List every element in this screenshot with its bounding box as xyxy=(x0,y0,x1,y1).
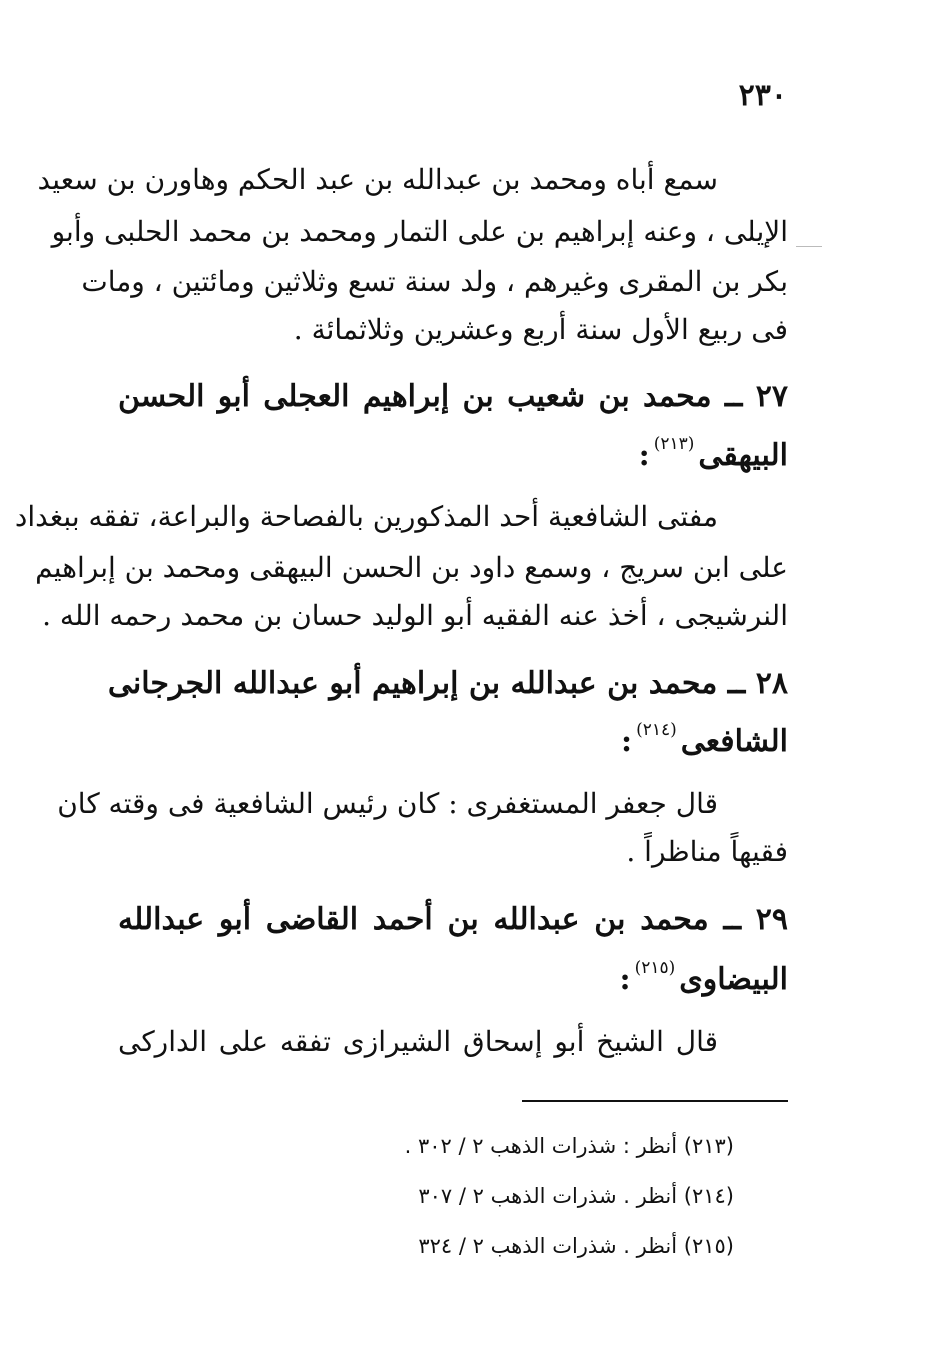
paragraph-line: سمع أباه ومحمد بن عبدالله بن عبد الحكم وهاورن بن سعيد xyxy=(37,163,718,196)
paragraph-line: قال الشيخ أبو إسحاق الشيرازى تفقه على الداركى xyxy=(118,1025,718,1058)
footnote-ref: (٢١٤) xyxy=(636,720,677,740)
colon: : xyxy=(638,438,650,473)
paragraph-line: الإيلى ، وعنه إبراهيم بن على التمار ومحمد بن محمد الحلبى وأبو xyxy=(51,215,788,248)
entry-heading-line-2 xyxy=(118,422,788,478)
paragraph-line: النرشيجى ، أخذ عنه الفقيه أبو الوليد حسان بن محمد رحمه الله . xyxy=(42,599,788,632)
entry-name: البيهقى xyxy=(698,438,788,473)
colon: : xyxy=(619,962,631,997)
footnote: (٢١٣) أنظر : شذرات الذهب ٢ / ٣٠٢ . xyxy=(404,1134,734,1158)
paragraph-line: قال جعفر المستغفرى : كان رئيس الشافعية فى وقته كان xyxy=(57,787,718,820)
entry-heading: ٢٨ ــ محمد بن عبدالله بن إبراهيم أبو عبدالله الجرجانى xyxy=(107,666,788,701)
paragraph-line: فقيهاً مناظراً . xyxy=(626,835,788,868)
footnote: (٢١٤) أنظر . شذرات الذهب ٢ / ٣٠٧ xyxy=(418,1184,734,1208)
scan-mark xyxy=(796,246,822,247)
entry-heading: ٢٩ ــ محمد بن عبدالله بن أحمد القاضى أبو عبدالله xyxy=(118,902,788,937)
paragraph-line: فى ربيع الأول سنة أربع وعشرين وثلاثمائة . xyxy=(293,313,788,346)
footnote-divider xyxy=(522,1100,788,1102)
paragraph-line: على ابن سريج ، وسمع داود بن الحسن البيهقى ومحمد بن إبراهيم xyxy=(35,551,788,584)
colon: : xyxy=(621,724,633,759)
entry-heading-line-2 xyxy=(118,946,788,1002)
paragraph-line: بكر بن المقرى وغيرهم ، ولد سنة تسع وثلاثين ومائتين ، ومات xyxy=(81,265,788,298)
entry-heading-line-2 xyxy=(118,708,788,764)
entry-name: البيضاوى xyxy=(679,962,788,997)
footnote-ref: (٢١٥) xyxy=(634,958,676,978)
page-number: ٢٣٠ xyxy=(738,78,787,113)
entry-heading: ٢٧ ــ محمد بن شعيب بن إبراهيم العجلى أبو الحسن xyxy=(118,379,788,414)
entry-name: الشافعى xyxy=(680,724,788,759)
footnote: (٢١٥) أنظر . شذرات الذهب ٢ / ٣٢٤ xyxy=(418,1234,734,1258)
footnote-ref: (٢١٣) xyxy=(653,434,695,454)
paragraph-line: مفتى الشافعية أحد المذكورين بالفصاحة والبراعة، تفقه ببغداد xyxy=(14,500,718,533)
